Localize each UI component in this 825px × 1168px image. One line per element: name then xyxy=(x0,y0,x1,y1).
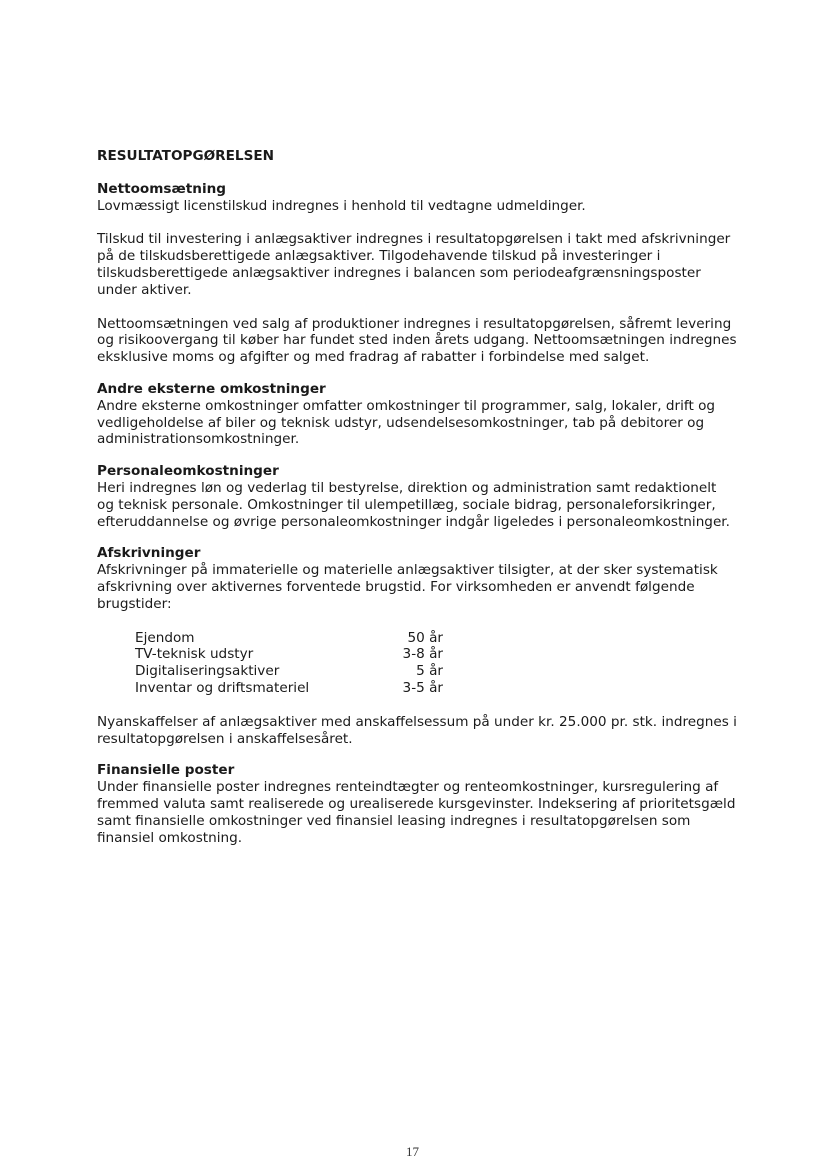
section-personaleomkostninger xyxy=(97,463,737,530)
paragraph: Lovmæssigt licenstilskud indregnes i henhold til vedtagne udmeldinger. xyxy=(97,197,586,214)
paragraph: Andre eksterne omkostninger omfatter omkostninger til programmer, salg, lokaler, drift og vedligeholdelse af biler og teknisk udstyr, udsendelsesomkostninger, tab på debitorer og administrationsomkostninger. xyxy=(97,397,716,448)
section-heading: Finansielle poster xyxy=(97,762,235,779)
paragraph: Under finansielle poster indregnes renteindtægter og renteomkostninger, kursregulering af fremmed valuta samt realiserede og urealiserede kursgevinster. Indeksering af prioritetsgæld samt finansielle omkostninger ved finansiel leasing indregnes i resultatopgørelsen som finansiel omkostning. xyxy=(97,779,736,846)
page-title: RESULTATOPGØRELSEN xyxy=(97,148,275,164)
paragraph: Tilskud til investering i anlægsaktiver indregnes i resultatopgørelsen i takt med afskrivninger på de tilskudsberettigede anlægsaktiver. Tilgodehavende tilskud på investeringer i tilskudsberettigede anlægsaktiver indregnes i balancen som periodeafgrænsningsposter under aktiver. xyxy=(97,231,731,298)
paragraph: Afskrivninger på immaterielle og materielle anlægsaktiver tilsigter, at der sker systematisk afskrivning over aktivernes forventede brugstid. For virksomheden er anvendt følgende brugstider: xyxy=(97,562,718,612)
asset-life: 3-5 år xyxy=(402,679,443,696)
page-number: 17 xyxy=(406,1144,419,1159)
section-nettoomsaetning xyxy=(97,181,737,366)
paragraph: Nyanskaffelser af anlægsaktiver med anskaffelsessum på under kr. 25.000 pr. stk. indregnes i resultatopgørelsen i anskaffelsesåret. xyxy=(97,713,737,747)
table-row xyxy=(135,680,443,697)
section-heading: Personaleomkostninger xyxy=(97,463,279,480)
paragraph: Nettoomsætningen ved salg af produktioner indregnes i resultatopgørelsen, såfremt levering og risikoovergang til køber har fundet sted inden årets udgang. Nettoomsætningen indregnes eksklusive moms og afgifter og med fradrag af rabatter i forbindelse med salget. xyxy=(97,315,737,366)
document-body xyxy=(97,148,737,846)
asset-name: TV-teknisk udstyr xyxy=(135,646,254,663)
section-heading: Andre eksterne omkostninger xyxy=(97,380,326,397)
paragraph: Heri indregnes løn og vederlag til bestyrelse, direktion og administration samt redaktionelt og teknisk personale. Omkostninger til ulempetillæg, sociale bidrag, personaleforsikringer, efteruddannelse og øvrige personaleomkostninger indgår ligeledes i personaleomkostninger. xyxy=(97,479,730,530)
table-row xyxy=(135,630,443,647)
asset-life: 3-8 år xyxy=(402,646,443,663)
asset-name: Inventar og driftsmateriel xyxy=(135,679,310,696)
section-heading: Nettoomsætning xyxy=(97,180,227,197)
table-row xyxy=(135,646,443,663)
section-andre-eksterne-omkostninger xyxy=(97,381,737,448)
table-row xyxy=(135,663,443,680)
useful-life-table xyxy=(135,630,443,697)
section-finansielle-poster xyxy=(97,762,737,846)
asset-name: Ejendom xyxy=(135,629,195,646)
asset-name: Digitaliseringsaktiver xyxy=(135,663,280,680)
asset-life: 50 år xyxy=(407,629,443,646)
section-afskrivninger xyxy=(97,545,737,747)
asset-life: 5 år xyxy=(416,663,443,680)
section-heading: Afskrivninger xyxy=(97,545,201,562)
